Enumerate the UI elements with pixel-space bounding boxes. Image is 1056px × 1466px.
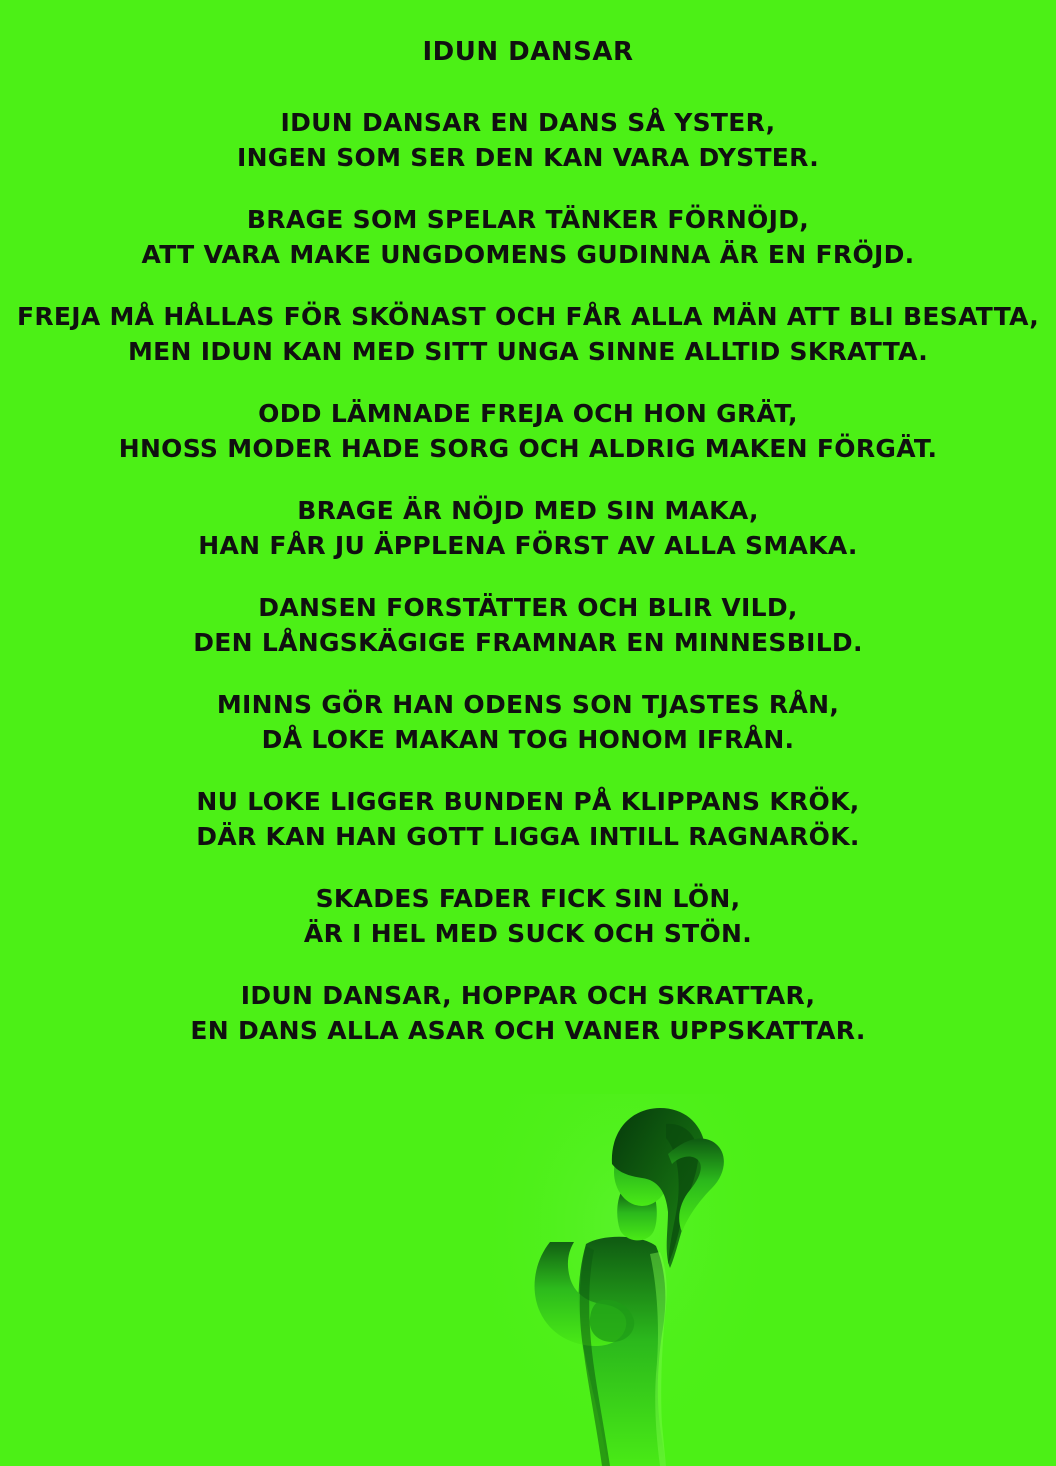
poem-line: DANSEN FORSTÄTTER OCH BLIR VILD, bbox=[258, 592, 798, 622]
dancing-woman-silhouette bbox=[490, 1094, 760, 1466]
poem-line: ÄR I HEL MED SUCK OCH STÖN. bbox=[303, 919, 753, 949]
poem-line: DÅ LOKE MAKAN TOG HONOM IFRÅN. bbox=[261, 725, 795, 755]
poem-line: BRAGE ÄR NÖJD MED SIN MAKA, bbox=[297, 495, 759, 525]
poem-line: IDUN DANSAR EN DANS SÅ YSTER, bbox=[280, 107, 776, 137]
stanza bbox=[0, 396, 1056, 467]
poem-line: MEN IDUN KAN MED SITT UNGA SINNE ALLTID SKRATTA. bbox=[127, 337, 929, 367]
stanza bbox=[0, 881, 1056, 952]
stanza bbox=[0, 299, 1056, 370]
poem-line: INGEN SOM SER DEN KAN VARA DYSTER. bbox=[236, 143, 819, 173]
poem-line: BRAGE SOM SPELAR TÄNKER FÖRNÖJD, bbox=[246, 204, 810, 234]
stanza bbox=[0, 687, 1056, 758]
poem-line: ODD LÄMNADE FREJA OCH HON GRÄT, bbox=[258, 398, 798, 428]
poem-line: FREJA MÅ HÅLLAS FÖR SKÖNAST OCH FÅR ALLA MÄN ATT BLI BESATTA, bbox=[16, 301, 1040, 331]
poem-line: HAN FÅR JU ÄPPLENA FÖRST AV ALLA SMAKA. bbox=[198, 531, 858, 561]
poem-line: HNOSS MODER HADE SORG OCH ALDRIG MAKEN FÖRGÄT. bbox=[118, 434, 938, 464]
stanza bbox=[0, 784, 1056, 855]
poem-line: EN DANS ALLA ASAR OCH VANER UPPSKATTAR. bbox=[190, 1016, 866, 1046]
illustration-area bbox=[0, 1086, 1056, 1466]
stanza bbox=[0, 202, 1056, 273]
stanza bbox=[0, 590, 1056, 661]
poem-line: IDUN DANSAR, HOPPAR OCH SKRATTAR, bbox=[240, 980, 816, 1010]
poem-line: NU LOKE LIGGER BUNDEN PÅ KLIPPANS KRÖK, bbox=[196, 786, 860, 816]
stanza bbox=[0, 493, 1056, 564]
poem-line: MINNS GÖR HAN ODENS SON TJASTES RÅN, bbox=[216, 689, 840, 719]
poem-line: DEN LÅNGSKÄGIGE FRAMNAR EN MINNESBILD. bbox=[193, 628, 863, 658]
stanza bbox=[0, 978, 1056, 1049]
poem-line: ATT VARA MAKE UNGDOMENS GUDINNA ÄR EN FRÖJD. bbox=[141, 240, 915, 270]
page-title: IDUN DANSAR bbox=[422, 37, 634, 67]
stanza bbox=[0, 105, 1056, 176]
poem-line: DÄR KAN HAN GOTT LIGGA INTILL RAGNARÖK. bbox=[196, 822, 860, 852]
poem-line: SKADES FADER FICK SIN LÖN, bbox=[315, 883, 741, 913]
poem-body bbox=[0, 105, 1056, 1049]
